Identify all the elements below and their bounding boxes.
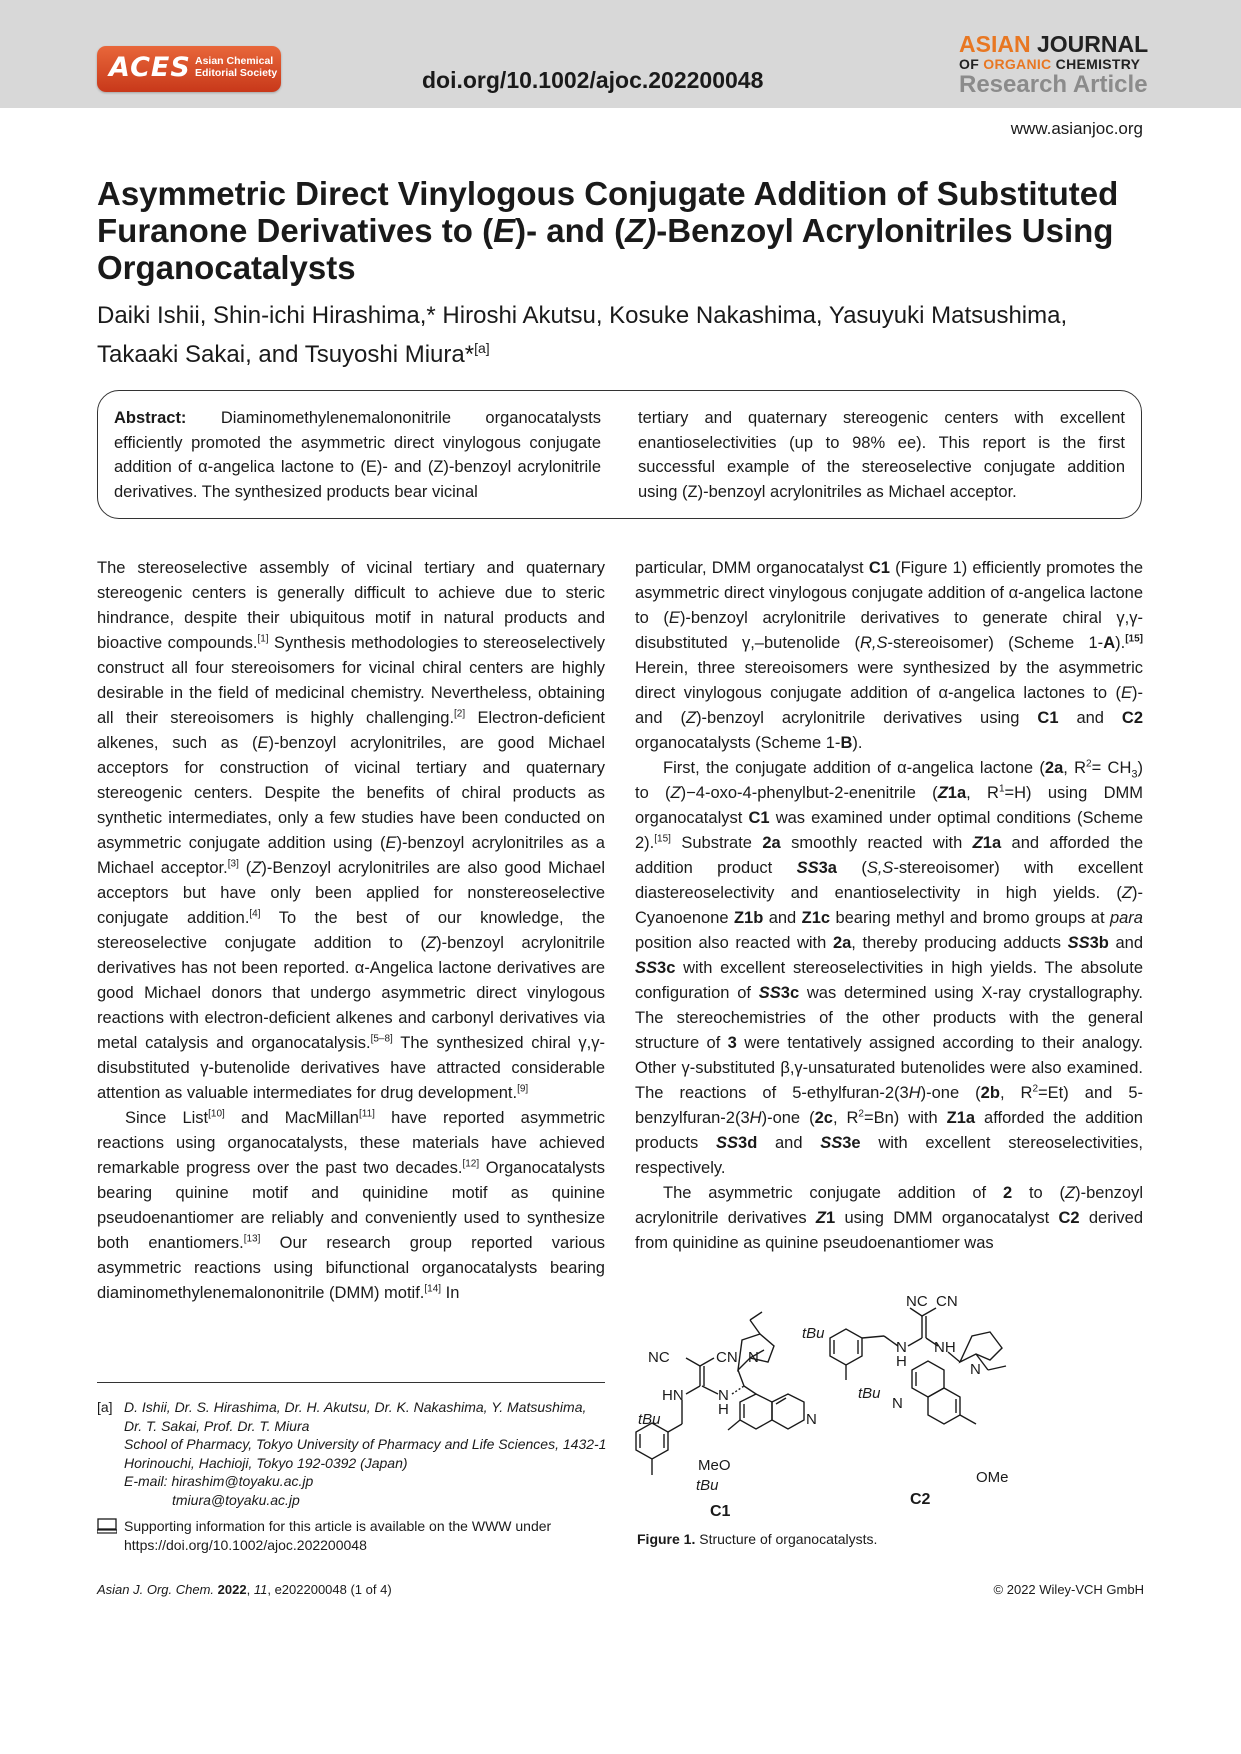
- footnote-label: [a]: [97, 1399, 113, 1415]
- footnote-email-2[interactable]: tmiura@toyaku.ac.jp: [172, 1491, 300, 1508]
- journal-logo-journal: JOURNAL: [1036, 31, 1149, 57]
- article-title: Asymmetric Direct Vinylogous Conjugate Addition of Substituted Furanone Derivatives to (E)- and (Z)-Benzoyl Acrylonitriles Using Organocatalysts: [97, 175, 1119, 286]
- supporting-info-text: Supporting information for this article is available on the WWW under https://doi.org/10.1002/ajoc.202200048: [124, 1518, 552, 1553]
- affiliation-mark: [a]: [474, 340, 490, 356]
- c1-tbu-top-label: tBu: [638, 1411, 661, 1428]
- c1-hn-label: HN: [662, 1387, 684, 1404]
- abstract-text-right: tertiary and quaternary stereogenic centers with excellent enantioselectivities (up to 98% ee). This report is the first successful example of the stereoselective conjugate addition using (Z)-benzoyl acrylonitriles as Michael acceptor.: [638, 409, 1125, 501]
- c2-cn-label: CN: [936, 1293, 958, 1310]
- c1-cn-label: CN: [716, 1349, 738, 1366]
- journal-logo: [959, 31, 1149, 98]
- c2-bridge-n-label: N: [970, 1361, 981, 1378]
- footnote-rule: [97, 1382, 605, 1383]
- c1-label: C1: [710, 1503, 731, 1520]
- c1-meo-label: MeO: [698, 1457, 731, 1474]
- aces-logo-word: ACES: [109, 52, 191, 83]
- c1-bridge-n-label: N: [748, 1349, 759, 1366]
- c2-ome-label: OMe: [976, 1469, 1009, 1486]
- figure-1-structures: [630, 1290, 1147, 1520]
- author-list: Daiki Ishii, Shin-ichi Hirashima,* Hiroshi Akutsu, Kosuke Nakashima, Yasuyuki Matsushima, Takaaki Sakai, and Tsuyoshi Miura*[a]: [97, 302, 1068, 368]
- computer-icon: [97, 1518, 117, 1534]
- c2-hn-h-label: H: [896, 1353, 907, 1370]
- abstract-left-column: [114, 406, 601, 504]
- footnote-affiliation: School of Pharmacy, Tokyo University of Pharmacy and Life Sciences, 1432-1 Horinouchi, Hachioji, Tokyo 192-0392 (Japan): [124, 1436, 607, 1471]
- article-type: Research Article: [959, 71, 1148, 98]
- c1-quinoline-n-label: N: [806, 1411, 817, 1428]
- abstract-label: Abstract:: [114, 409, 187, 427]
- body-paragraph: First, the conjugate addition of α-angelica lactone (2a, $R^2= CH_3$) to (Z)−4-oxo-4-phenylbut-2-enenitrile (Z1a, $R^1=H$) using DMM organocatalyst C1 was examined under optimal conditions (Scheme 2).[15] Substrate 2a smoothly reacted with Z1a and afforded the addition product SS3a (S,S-stereoisomer) with excellent diastereoselectivity and enantioselectivity in high yields. (Z)-Cyanoenone Z1b and Z1c bearing methyl and bromo groups at para position also reacted with 2a, thereby producing adducts SS3b and SS3c with excellent stereoselectivities in high yields. The absolute configuration of SS3c was determined using X-ray crystallography. The stereochemistries of the other products with the general structure of 3 were tentatively assigned according to their analogy. Other γ-substituted β,γ-unsaturated butenolides were also examined. The reactions of 5-ethylfuran-2(3H)-one (2b, $R^2=Et$) and 5-benzylfuran-2(3H)-one (2c, $R^2=Bn$) with Z1a afforded the addition products SS3d and SS3e with excellent stereoselectivities, respectively.: [635, 758, 1144, 1177]
- figure-caption-text: Structure of organocatalysts.: [699, 1531, 878, 1547]
- c1-nc-label: NC: [648, 1349, 670, 1366]
- c2-tbu-bottom-label: tBu: [858, 1385, 881, 1402]
- aces-logo: [97, 46, 281, 92]
- footnote-names: D. Ishii, Dr. S. Hirashima, Dr. H. Akutsu, Dr. K. Nakashima, Y. Matsushima, Dr. T. Sakai, Prof. Dr. T. Miura: [124, 1399, 587, 1434]
- figure-caption-label: Figure 1.: [637, 1531, 696, 1547]
- c2-nc-label: NC: [906, 1293, 928, 1310]
- affiliation-footnote: [97, 1398, 607, 1509]
- c1-nh-h-label: H: [718, 1401, 729, 1418]
- c2-label: C2: [910, 1491, 931, 1508]
- body-paragraph: Since List[10] and MacMillan[11] have reported asymmetric reactions using organocatalysts, these materials have achieved remarkable progress over the past two decades.[12] Organocatalysts bearing quinine motif and quinidine motif as quinine pseudoenantiomer are reliably and conveniently used to synthesize both enantiomers.[13] Our research group reported various asymmetric reactions using bifunctional organocatalysts bearing diaminomethylenemalononitrile (DMM) motif.[14] In: [97, 1108, 605, 1302]
- body-paragraph: The stereoselective assembly of vicinal tertiary and quaternary stereogenic centers is generally difficult to achieve due to steric hindrance, despite their ubiquitous motif in natural products and bioactive compounds.[1] Synthesis methodologies to stereoselectively construct all four stereoisomers for vicinal chiral centers are highly desirable in the field of medicinal chemistry. Nevertheless, obtaining all their stereoisomers is highly challenging.[2] Electron-deficient alkenes, such as (E)-benzoyl acrylonitriles, are good Michael acceptors for construction of vicinal tertiary and quaternary stereogenic centers. Despite the benefits of chiral products as synthetic intermediates, only a few studies have been conducted on asymmetric conjugate addition using (E)-benzoyl acrylonitriles as a Michael acceptor.[3] (Z)-Benzoyl acrylonitriles are also good Michael acceptors but have only been applied for nonstereoselective conjugate addition.[4] To the best of our knowledge, the stereoselective conjugate addition to (Z)-benzoyl acrylonitrile derivatives has not been reported. α-Angelica lactone derivatives are good Michael donors that undergo asymmetric direct vinylogous reactions with electron-deficient alkenes and carbonyl derivatives via metal catalysis and organocatalysis.[5–8] The synthesized chiral γ,γ-disubstituted γ-butenolide derivatives have attracted considerable attention as valuable intermediates for drug development.[9]: [97, 559, 606, 1102]
- body-right-column: [635, 556, 1143, 1256]
- c2-tbu-top-label: tBu: [802, 1325, 825, 1342]
- c1-nh-n-label: N: [718, 1387, 729, 1404]
- abstract-box: [97, 390, 1142, 519]
- figure-1-caption: [637, 1531, 877, 1547]
- page-footer-citation: Asian J. Org. Chem. 2022, 11, e202200048 (1 of 4): [97, 1582, 392, 1597]
- page-footer-copyright: © 2022 Wiley-VCH GmbH: [993, 1582, 1144, 1597]
- aces-logo-subtitle: Asian Chemical Editorial Society: [195, 55, 278, 79]
- c2-quinoline-n-label: N: [892, 1395, 903, 1412]
- supporting-info-note: [97, 1517, 607, 1554]
- website-link[interactable]: www.asianjoc.org: [1010, 119, 1143, 138]
- c1-tbu-bottom-label: tBu: [696, 1477, 719, 1494]
- journal-logo-asian: ASIAN: [959, 31, 1031, 57]
- c2-nh-label: NH: [934, 1339, 956, 1356]
- c2-hn-n-label: N: [896, 1339, 907, 1356]
- body-paragraph: The asymmetric conjugate addition of 2 to (Z)-benzoyl acrylonitrile derivatives Z1 using DMM organocatalyst C2 derived from quinidine as quinine pseudoenantiomer was: [635, 1184, 1143, 1252]
- journal-logo-chemistry: CHEMISTRY: [1055, 56, 1141, 72]
- doi-link[interactable]: doi.org/10.1002/ajoc.202200048: [422, 67, 764, 93]
- abstract-text-left: Diaminomethylenemalononitrile organocatalysts efficiently promoted the asymmetric direct vinylogous conjugate addition of α-angelica lactone to (E)- and (Z)-benzoyl acrylonitrile derivatives. The synthesized products bear vicinal: [114, 409, 601, 501]
- footnote-email-1[interactable]: E-mail: hirashim@toyaku.ac.jp: [124, 1473, 314, 1489]
- journal-logo-of: OF: [959, 56, 980, 72]
- body-paragraph: particular, DMM organocatalyst C1 (Figure 1) efficiently promotes the asymmetric direct vinylogous conjugate addition of α-angelica lactone to (E)-benzoyl acrylonitrile derivatives to generate chiral γ,γ-disubstituted γ,–butenolide (R,S-stereoisomer) (Scheme 1-A).[15] Herein, three stereoisomers were synthesized by the asymmetric direct vinylogous conjugate addition of α-angelica lactones to (E)- and (Z)-benzoyl acrylonitrile derivatives using C1 and C2 organocatalysts (Scheme 1-B).: [635, 559, 1144, 752]
- body-left-column: [97, 556, 605, 1306]
- journal-logo-organic: ORGANIC: [983, 56, 1052, 72]
